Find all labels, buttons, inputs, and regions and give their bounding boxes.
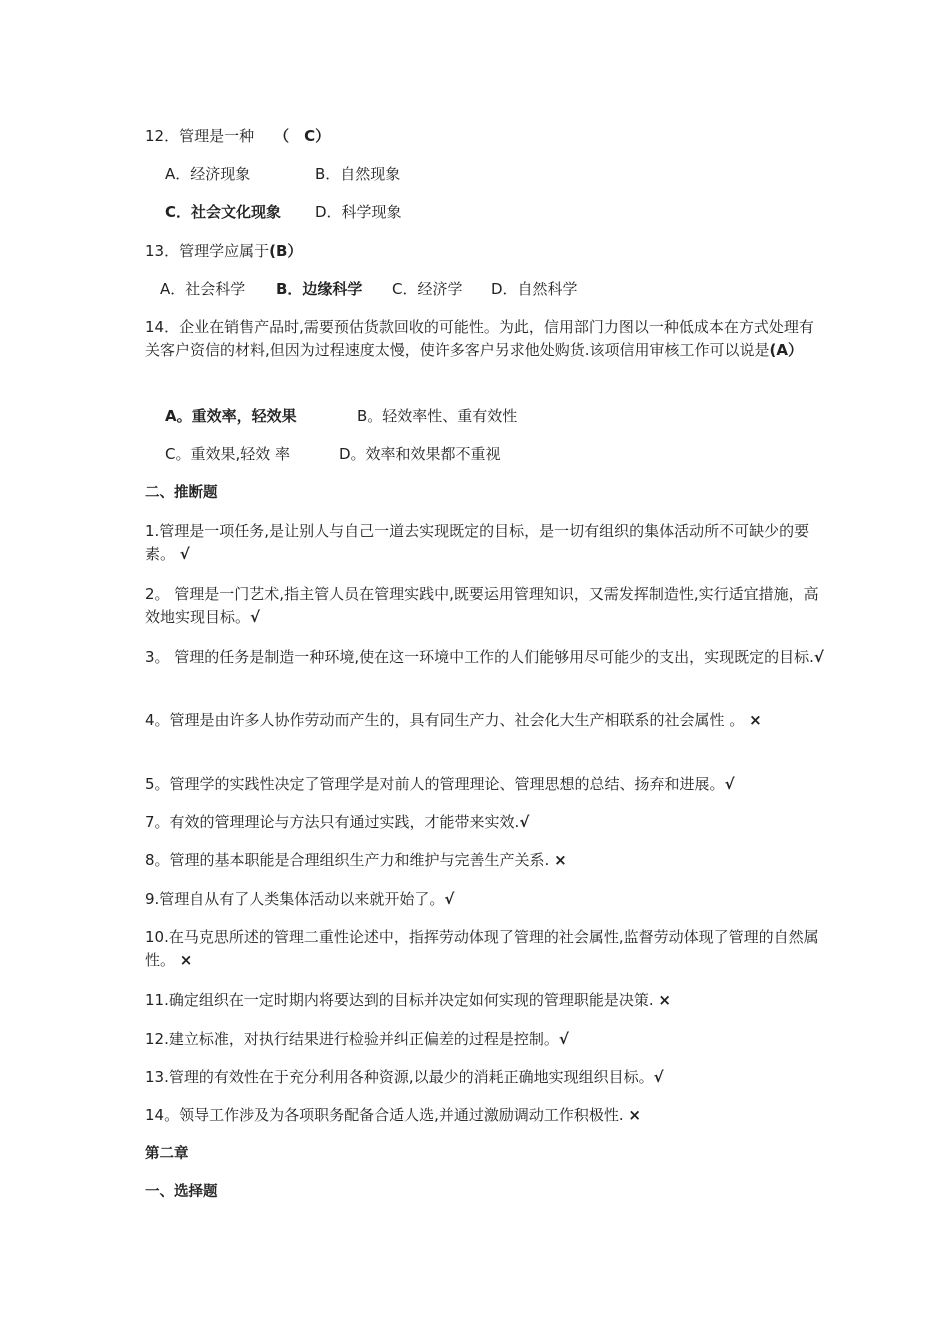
question-answer: （ C） [274, 127, 331, 145]
judge-item-mark: √ [179, 545, 190, 563]
option-d: D．自然科学 [491, 280, 578, 298]
judge-item-mark: × [628, 1106, 641, 1124]
judge-item-mark: √ [444, 890, 455, 908]
judge-item-mark: × [179, 951, 193, 969]
question-12 [145, 125, 825, 147]
judge-item [145, 773, 825, 795]
judge-item-text: 4。管理是由许多人协作劳动而产生的，具有同生产力、社会化大生产相联系的社会属性 。 [145, 711, 745, 729]
judge-item [145, 583, 825, 629]
option-c: C．社会文化现象 [165, 203, 282, 221]
option-d: D．科学现象 [315, 203, 402, 221]
chapter-title: 第二章 [145, 1146, 189, 1162]
judge-item [145, 520, 825, 566]
judge-item-text: 11.确定组织在一定时期内将要达到的目标并决定如何实现的管理职能是决策. [145, 991, 654, 1009]
option-a: A．社会科学 [160, 280, 246, 298]
option-a: A．经济现象 [165, 165, 251, 183]
judge-item-mark: √ [724, 775, 735, 793]
judge-item [145, 811, 825, 833]
judge-item-text: 2。 管理是一门艺术,指主管人员在管理实践中,既要运用管理知识，又需发挥制造性,实行适宜措施，高效地实现目标。 [145, 585, 819, 626]
question-stem: 12．管理是一种 [145, 127, 255, 145]
judge-item-mark: √ [558, 1030, 569, 1048]
question-13-options [160, 278, 840, 300]
question-12-options-row-2 [165, 201, 845, 223]
option-b: B。轻效率性、重有效性 [357, 407, 518, 425]
judge-item-text: 9.管理自从有了人类集体活动以来就开始了。 [145, 890, 445, 908]
section-heading-choice: 一、选择题 [145, 1184, 218, 1200]
judge-item-text: 10.在马克思所述的管理二重性论述中，指挥劳动体现了管理的社会属性,监督劳动体现了管理的自然属性。 [145, 928, 819, 969]
judge-item [145, 989, 825, 1011]
judge-item-text: 3。 管理的任务是制造一种环境,使在这一环境中工作的人们能够用尽可能少的支出，实现既定的目标. [145, 648, 814, 666]
judge-item-mark: √ [653, 1068, 664, 1086]
judge-item-text: 5。管理学的实践性决定了管理学是对前人的管理理论、管理思想的总结、扬弃和进展。 [145, 775, 725, 793]
question-answer: (B） [269, 242, 303, 260]
judge-item [145, 1028, 825, 1050]
question-12-options-row-1 [165, 163, 845, 185]
judge-item-text: 8。管理的基本职能是合理组织生产力和维护与完善生产关系. [145, 851, 550, 869]
judge-item-mark: √ [813, 648, 824, 666]
judge-item-mark: √ [519, 813, 530, 831]
question-13 [145, 240, 825, 262]
judge-item [145, 709, 825, 732]
judge-item [145, 646, 825, 669]
question-14 [145, 316, 825, 362]
section-heading-judge: 二、推断题 [145, 485, 218, 501]
option-d: D。效率和效果都不重视 [339, 445, 501, 463]
judge-item [145, 1104, 825, 1126]
judge-item [145, 849, 825, 871]
judge-item [145, 1066, 825, 1088]
judge-item [145, 926, 825, 972]
question-14-options-row-2 [165, 443, 845, 465]
option-b: B．自然现象 [315, 165, 401, 183]
question-stem: 13．管理学应属于 [145, 242, 270, 260]
option-b: B．边缘科学 [276, 280, 363, 298]
question-stem: 14．企业在销售产品时,需要预估货款回收的可能性。为此，信用部门力图以一种低成本在方式处理有关客户资信的材料,但因为过程速度太慢，使许多客户另求他处购货.该项信用审核工作可以说是 [145, 318, 814, 359]
question-answer: (A） [769, 341, 804, 359]
question-14-options-row-1 [165, 405, 845, 427]
judge-item-mark: √ [250, 608, 261, 626]
judge-item-mark: × [658, 991, 671, 1009]
judge-item-mark: × [554, 851, 567, 869]
judge-item [145, 888, 825, 910]
option-c: C。重效果,轻效 率 [165, 445, 291, 463]
judge-item-text: 14。领导工作涉及为各项职务配备合适人选,并通过激励调动工作积极性. [145, 1106, 624, 1124]
judge-item-mark: × [749, 711, 762, 729]
judge-item-text: 13.管理的有效性在于充分利用各种资源,以最少的消耗正确地实现组织目标。 [145, 1068, 654, 1086]
option-a: A。重效率，轻效果 [165, 407, 297, 425]
judge-item-text: 7。有效的管理理论与方法只有通过实践，才能带来实效. [145, 813, 520, 831]
option-c: C．经济学 [392, 280, 463, 298]
judge-item-text: 1.管理是一项任务,是让别人与自己一道去实现既定的目标，是一切有组织的集体活动所不可缺少的要素。 [145, 522, 810, 563]
judge-item-text: 12.建立标准，对执行结果进行检验并纠正偏差的过程是控制。 [145, 1030, 559, 1048]
